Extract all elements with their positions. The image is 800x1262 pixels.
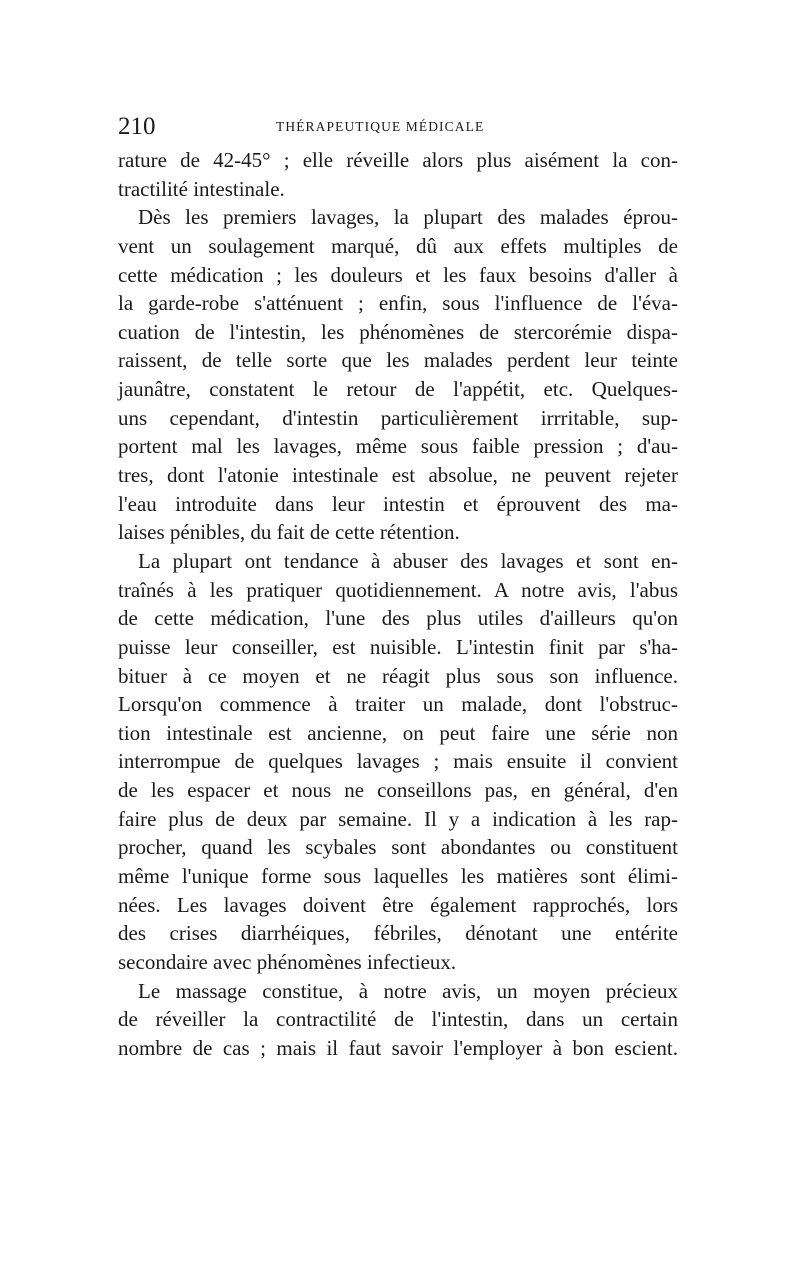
- text-line: procher, quand les scybales sont abondantes ou constituent: [118, 835, 678, 860]
- text-line: cuation de l'intestin, les phénomènes de stercorémie dispa-: [118, 319, 678, 344]
- body-text: [118, 146, 678, 1063]
- text-line: laises pénibles, du fait de cette rétention.: [118, 520, 460, 545]
- text-line: faire plus de deux par semaine. Il y a indication à les rap-: [118, 806, 678, 831]
- text-line: nombre de cas ; mais il faut savoir l'employer à bon escient.: [118, 1035, 678, 1060]
- paragraph-start-line: Dès les premiers lavages, la plupart des malades éprou-: [138, 205, 678, 230]
- page-number: 210: [118, 113, 156, 140]
- text-line: interrompue de quelques lavages ; mais ensuite il convient: [118, 749, 678, 774]
- text-line: portent mal les lavages, même sous faible pression ; d'au-: [118, 434, 678, 459]
- page-header: [118, 112, 678, 142]
- text-line: uns cependant, d'intestin particulièrement irrritable, sup-: [118, 405, 678, 430]
- text-line: bituer à ce moyen et ne réagit plus sous son influence.: [118, 663, 678, 688]
- text-line: secondaire avec phénomènes infectieux.: [118, 949, 457, 974]
- text-line: traînés à les pratiquer quotidiennement. A notre avis, l'abus: [118, 577, 678, 602]
- text-line: des crises diarrhéiques, fébriles, dénotant une entérite: [118, 921, 678, 946]
- text-line: Lorsqu'on commence à traiter un malade, dont l'obstruc-: [118, 692, 678, 717]
- text-line: cette médication ; les douleurs et les faux besoins d'aller à: [118, 262, 678, 287]
- text-line: de les espacer et nous ne conseillons pas, en général, d'en: [118, 778, 678, 803]
- text-line: tion intestinale est ancienne, on peut faire une série non: [118, 720, 678, 745]
- text-line: tres, dont l'atonie intestinale est absolue, ne peuvent rejeter: [118, 463, 678, 488]
- running-head: THÉRAPEUTIQUE MÉDICALE: [276, 119, 485, 134]
- text-line: la garde-robe s'atténuent ; enfin, sous l'influence de l'éva-: [118, 291, 678, 316]
- text-line: l'eau introduite dans leur intestin et éprouvent des ma-: [118, 491, 678, 516]
- text-line: même l'unique forme sous laquelles les matières sont élimi-: [118, 864, 678, 889]
- text-line: puisse leur conseiller, est nuisible. L'intestin finit par s'ha-: [118, 634, 678, 659]
- text-line: rature de 42-45° ; elle réveille alors plus aisément la con-: [118, 148, 678, 172]
- text-line: jaunâtre, constatent le retour de l'appétit, etc. Quelques-: [118, 377, 678, 402]
- paragraph-start-line: Le massage constitue, à notre avis, un moyen précieux: [138, 978, 678, 1003]
- text-line: raissent, de telle sorte que les malades perdent leur teinte: [118, 348, 678, 373]
- text-line: tractilité intestinale.: [118, 176, 285, 201]
- text-line: nées. Les lavages doivent être également rapprochés, lors: [118, 892, 678, 917]
- text-line: de cette médication, l'une des plus utiles d'ailleurs qu'on: [118, 606, 678, 631]
- text-line: de réveiller la contractilité de l'intestin, dans un certain: [118, 1007, 678, 1032]
- paragraph-start-line: La plupart ont tendance à abuser des lavages et sont en-: [138, 548, 678, 573]
- text-line: vent un soulagement marqué, dû aux effets multiples de: [118, 233, 678, 258]
